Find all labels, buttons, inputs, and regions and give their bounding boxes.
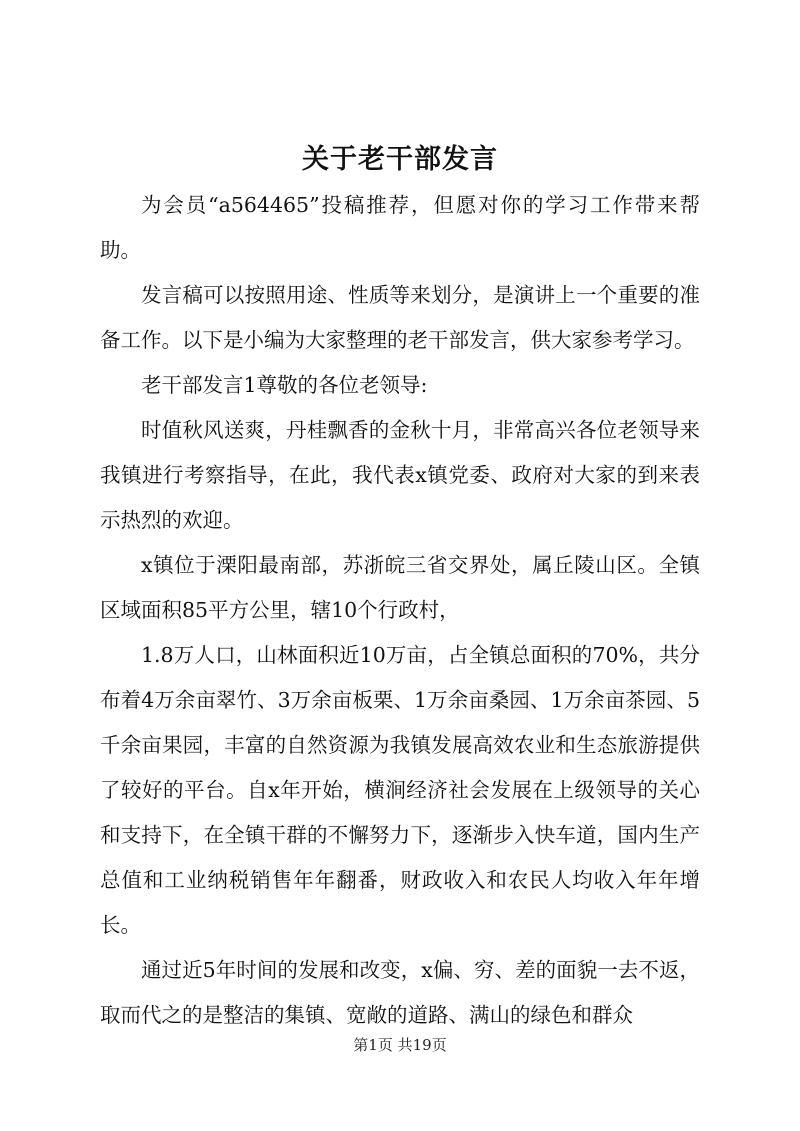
- paragraph: 为会员“a564465”投稿推荐，但愿对你的学习工作带来帮助。: [100, 193, 700, 262]
- paragraph: 发言稿可以按照用途、性质等来划分，是演讲上一个重要的准备工作。以下是小编为大家整理的老干部发言，供大家参考学习。: [100, 283, 700, 352]
- page-footer: 第1页 共19页: [353, 1036, 447, 1054]
- paragraph: 时值秋风送爽，丹桂飘香的金秋十月，非常高兴各位老领导来我镇进行考察指导，在此，我代表x镇党委、政府对大家的到来表示热烈的欢迎。: [100, 418, 700, 532]
- paragraph: 通过近5年时间的发展和改变，x偏、穷、差的面貌一去不返，取而代之的是整洁的集镇、宽敞的道路、满山的绿色和群众: [100, 958, 700, 1027]
- paragraph: 老干部发言1尊敬的各位老领导:: [141, 373, 428, 397]
- document-body: [100, 183, 700, 1038]
- document-title: 关于老干部发言: [302, 144, 498, 175]
- paragraph: x镇位于溧阳最南部，苏浙皖三省交界处，属丘陵山区。全镇区域面积85平方公里，辖10个行政村，: [100, 553, 700, 622]
- paragraph: 1.8万人口，山林面积近10万亩，占全镇总面积的70%，共分布着4万余亩翠竹、3万余亩板栗、1万余亩桑园、1万余亩茶园、5千余亩果园，丰富的自然资源为我镇发展高效农业和生态旅游提供了较好的平台。自x年开始，横涧经济社会发展在上级领导的关心和支持下，在全镇干群的不懈努力下，逐渐步入快车道，国内生产总值和工业纳税销售年年翻番，财政收入和农民人均收入年年增长。: [100, 643, 700, 937]
